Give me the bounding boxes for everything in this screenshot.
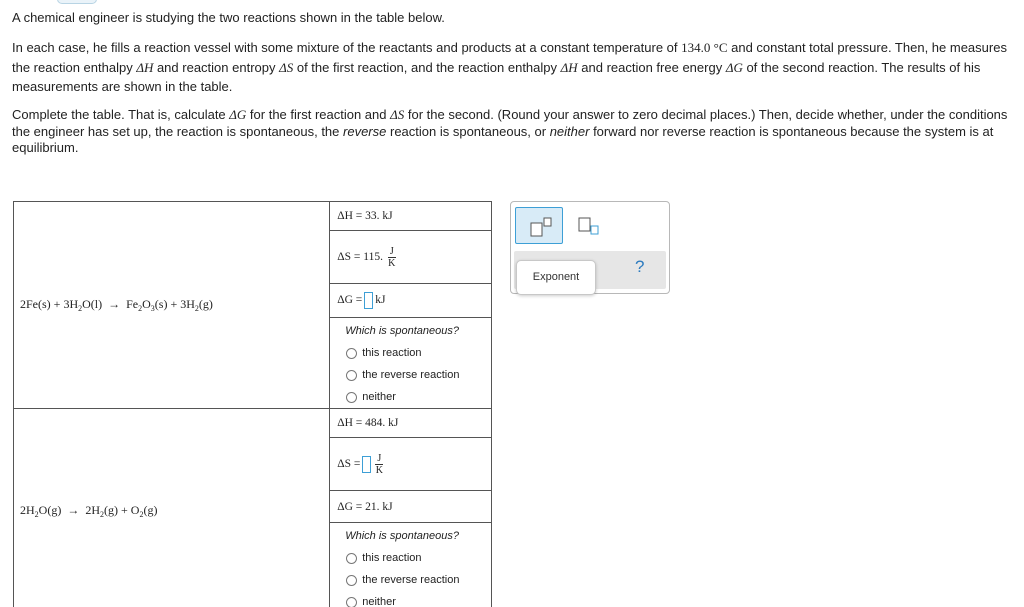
arrow-icon: → bbox=[108, 297, 121, 311]
exponent-tooltip: Exponent bbox=[516, 260, 596, 295]
eq-text: + O bbox=[118, 503, 140, 517]
instructions-paragraph bbox=[12, 38, 1016, 97]
radio-icon[interactable] bbox=[346, 575, 357, 586]
text-reverse: reverse bbox=[343, 123, 387, 139]
dg-answer-input[interactable] bbox=[364, 292, 373, 309]
top-tab-edge bbox=[57, 0, 97, 4]
option-label: this reaction bbox=[362, 552, 422, 564]
eq-subscript: 2 bbox=[100, 510, 105, 519]
help-icon[interactable]: ? bbox=[635, 257, 645, 276]
ds-label: ΔS = bbox=[337, 457, 361, 470]
eq-subscript: 2 bbox=[139, 510, 144, 519]
radio-icon[interactable] bbox=[346, 370, 357, 381]
text: of the first reaction, and the reaction enthalpy bbox=[293, 59, 561, 75]
radio-icon[interactable] bbox=[346, 553, 357, 564]
text: Complete the table. That is, calculate bbox=[12, 107, 230, 122]
intro-line bbox=[12, 8, 1016, 28]
text: forward nor reverse reaction is spontaneous because the system is at equilibrium. bbox=[12, 123, 994, 155]
intro-line-text: A chemical engineer is studying the two reactions shown in the table below. bbox=[12, 10, 445, 25]
dg-label: ΔG = bbox=[337, 294, 363, 307]
option-this-reaction[interactable] bbox=[330, 342, 491, 364]
eq-text: O bbox=[82, 297, 91, 311]
symbol-ds: ΔS bbox=[390, 107, 405, 122]
radio-icon[interactable] bbox=[346, 348, 357, 359]
eq-text: + 3H bbox=[50, 297, 79, 311]
temperature-value: 134.0 °C bbox=[681, 40, 728, 55]
subscript-button[interactable] bbox=[575, 214, 601, 238]
option-neither[interactable] bbox=[330, 386, 491, 408]
unit-j-per-k bbox=[388, 246, 396, 269]
option-this-reaction[interactable] bbox=[330, 547, 491, 569]
eq-subscript: 2 bbox=[194, 304, 199, 313]
eq-subscript: 3 bbox=[150, 304, 155, 313]
dh-label: ΔH = bbox=[337, 210, 363, 222]
eq-text: 2H bbox=[20, 503, 35, 517]
radio-icon[interactable] bbox=[346, 392, 357, 403]
reaction-1-spontaneity bbox=[330, 318, 492, 409]
eq-subscript: 2 bbox=[138, 304, 143, 313]
unit-denominator: K bbox=[388, 257, 396, 269]
dh-label: ΔH = bbox=[337, 417, 363, 429]
eq-text: O bbox=[38, 503, 48, 517]
unit-numerator: J bbox=[389, 245, 394, 257]
option-label: this reaction bbox=[362, 347, 422, 359]
spontaneity-question: Which is spontaneous? bbox=[345, 530, 459, 542]
text: In each case, he fills a reaction vessel with some mixture of the reactants and products at a constant temperature of bbox=[12, 40, 682, 55]
arrow-icon: → bbox=[67, 503, 80, 517]
reaction-1-ds bbox=[330, 231, 492, 284]
dg-unit: kJ bbox=[375, 294, 386, 307]
eq-text: + 3H bbox=[167, 297, 195, 311]
text: of the second reaction. The results of his measurements are shown in the table. bbox=[12, 59, 981, 94]
text-neither: neither bbox=[549, 123, 590, 139]
eq-state: (g) bbox=[143, 503, 158, 517]
text: reaction is spontaneous, or bbox=[386, 123, 550, 139]
reaction-1-dh bbox=[330, 202, 492, 231]
eq-state: (g) bbox=[198, 297, 213, 311]
eq-text: Fe bbox=[126, 297, 139, 311]
exponent-button[interactable] bbox=[515, 207, 563, 244]
eq-state: (l) bbox=[90, 297, 103, 311]
unit-denominator: K bbox=[375, 464, 383, 476]
reaction-2-ds bbox=[330, 438, 492, 491]
eq-text: O bbox=[142, 297, 151, 311]
reaction-2-spontaneity bbox=[330, 523, 492, 607]
spontaneity-question: Which is spontaneous? bbox=[345, 325, 459, 337]
eq-subscript: 2 bbox=[34, 510, 39, 519]
math-palette bbox=[510, 201, 670, 294]
text: for the second. (Round your answer to zero decimal places.) Then, decide whether, under the conditions the engineer has set up, the reaction is spontaneous, the bbox=[12, 107, 1008, 139]
subscript-icon bbox=[575, 214, 601, 238]
eq-state: (s) bbox=[154, 297, 168, 311]
option-label: neither bbox=[362, 391, 396, 403]
dh-value: 33. kJ bbox=[365, 210, 393, 222]
ds-value: 115. bbox=[363, 250, 383, 263]
symbol-ds: ΔS bbox=[279, 59, 294, 75]
eq-subscript: 2 bbox=[78, 304, 83, 313]
ds-answer-input[interactable] bbox=[362, 456, 371, 473]
reaction-table bbox=[13, 201, 492, 607]
unit-numerator: J bbox=[377, 452, 382, 464]
eq-text: 2Fe bbox=[20, 297, 38, 311]
reaction-2-dh bbox=[330, 409, 492, 438]
eq-state: (s) bbox=[38, 297, 51, 311]
symbol-dg: ΔG bbox=[725, 59, 743, 75]
option-label: neither bbox=[362, 596, 396, 607]
reaction-2-dg bbox=[330, 491, 492, 523]
reaction-1-equation bbox=[14, 202, 330, 409]
reaction-1-dg bbox=[330, 284, 492, 318]
eq-text: 2H bbox=[85, 503, 101, 517]
reaction-2-equation bbox=[14, 409, 330, 607]
exponent-icon bbox=[516, 208, 564, 245]
text: and reaction free energy bbox=[577, 59, 726, 75]
dg-label: ΔG = bbox=[337, 500, 363, 513]
option-label: the reverse reaction bbox=[362, 369, 460, 381]
ds-label: ΔS = bbox=[337, 250, 361, 263]
text: and reaction entropy bbox=[153, 59, 280, 75]
option-reverse-reaction[interactable] bbox=[330, 569, 491, 591]
symbol-dg: ΔG bbox=[229, 107, 247, 122]
option-label: the reverse reaction bbox=[362, 574, 460, 586]
dh-value: 484. kJ bbox=[365, 417, 399, 429]
text: for the first reaction and bbox=[246, 107, 391, 122]
option-reverse-reaction[interactable] bbox=[330, 364, 491, 386]
dg-value: 21. kJ bbox=[365, 500, 393, 513]
text: and constant total pressure. Then, he measures the reaction enthalpy bbox=[12, 40, 1007, 75]
symbol-dh: ΔH bbox=[560, 59, 578, 75]
unit-j-per-k bbox=[375, 453, 383, 476]
radio-icon[interactable] bbox=[346, 597, 357, 607]
eq-state: (g) bbox=[104, 503, 119, 517]
eq-state: (g) bbox=[47, 503, 62, 517]
option-neither[interactable] bbox=[330, 591, 491, 607]
symbol-dh: ΔH bbox=[136, 59, 154, 75]
task-paragraph bbox=[12, 107, 1016, 157]
